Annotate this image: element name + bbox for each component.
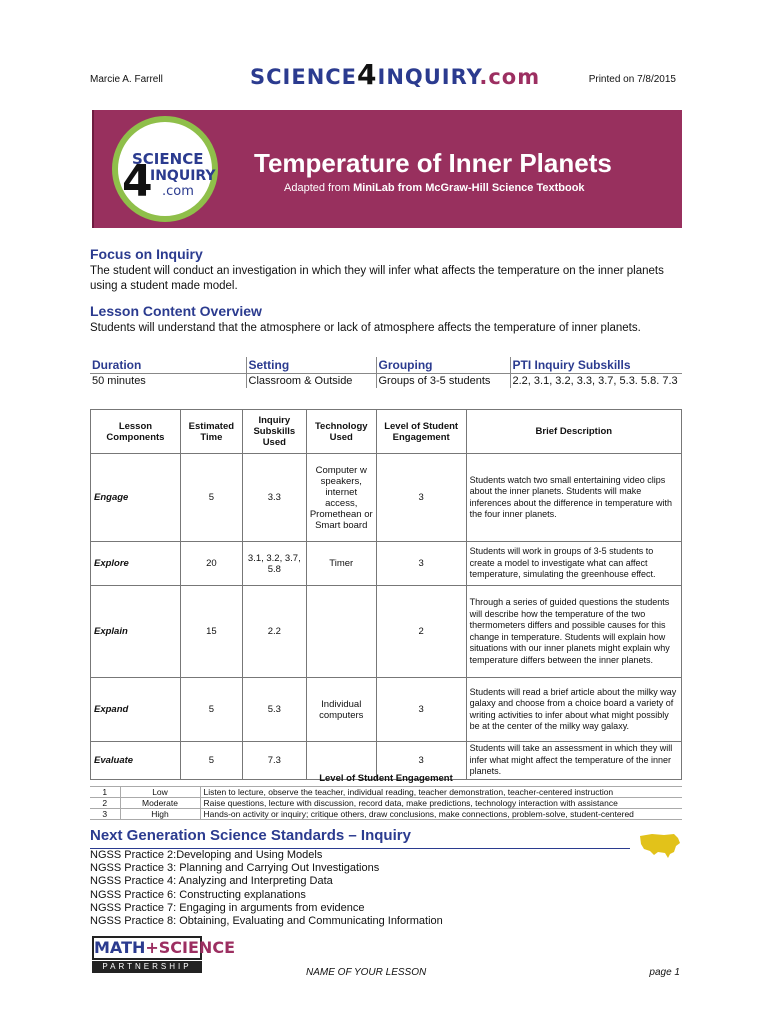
setting-value: Classroom & Outside: [246, 374, 376, 389]
usa-map-icon: [638, 830, 682, 860]
engagement-title: Level of Student Engagement: [319, 773, 453, 784]
lesson-source: [284, 182, 585, 194]
time-cell: 15: [180, 586, 242, 678]
phase-explore: Explore: [91, 542, 181, 586]
col-technology: Technology Used: [306, 410, 376, 454]
phase-evaluate: Evaluate: [91, 742, 181, 780]
skills-cell: 2.2: [242, 586, 306, 678]
tech-cell: [306, 586, 376, 678]
logo-four: 4: [357, 58, 378, 91]
tech-cell: Computer w speakers, internet access, Promethean or Smart board: [306, 454, 376, 542]
page-header: [0, 0, 770, 100]
engagement-description: Listen to lecture, observe the teacher, individual reading, teacher demonstration, teacher-centered instruction: [200, 787, 682, 798]
phase-engage: Engage: [91, 454, 181, 542]
source-prefix: Adapted from: [284, 182, 354, 194]
description-cell: Students watch two small entertaining video clips about the inner planets. Students will make inferences about the difference in temperature with the four inner planets.: [466, 454, 681, 542]
duration-value: 50 minutes: [90, 374, 246, 389]
engagement-level: Low: [120, 787, 200, 798]
msp-logo-top: [92, 936, 235, 960]
engagement-number: 1: [90, 787, 120, 798]
subskills-header: PTI Inquiry Subskills: [510, 357, 682, 374]
list-item: NGSS Practice 8: Obtaining, Evaluating and Communicating Information: [90, 915, 443, 928]
footer-page-number: page 1: [649, 967, 680, 978]
tech-cell: Individual computers: [306, 678, 376, 742]
banner-logo-inquiry: INQUIRY: [150, 168, 216, 184]
footer-lesson-name: NAME OF YOUR LESSON: [306, 967, 427, 978]
description-cell: Students will read a brief article about the milky way galaxy and choose from a choice board a variety of writing activities to infer about what might possibly be at the center of the milky way galaxy.: [466, 678, 681, 742]
banner-logo-com: .com: [162, 184, 194, 199]
math-science-partnership-logo: [92, 936, 235, 974]
duration-header: Duration: [90, 357, 246, 374]
col-skills: Inquiry Subskills Used: [242, 410, 306, 454]
source-name: MiniLab from McGraw-Hill Science Textbook: [353, 182, 585, 194]
time-cell: 5: [180, 678, 242, 742]
skills-cell: 3.1, 3.2, 3.7, 5.8: [242, 542, 306, 586]
banner-logo: [112, 116, 218, 222]
table-row: [91, 586, 682, 678]
msp-math: MATH: [94, 938, 146, 957]
col-components: Lesson Components: [91, 410, 181, 454]
time-cell: 5: [180, 742, 242, 780]
logo-science: SCIENCE: [250, 65, 358, 89]
level-cell: 3: [376, 454, 466, 542]
engagement-level: Moderate: [120, 798, 200, 809]
phase-explain: Explain: [91, 586, 181, 678]
title-banner: [92, 110, 682, 228]
skills-cell: 3.3: [242, 454, 306, 542]
science4inquiry-logo[interactable]: [250, 58, 540, 91]
overview-text: Students will understand that the atmosphere or lack of atmosphere affects the temperature of inner planets.: [90, 322, 641, 334]
col-description: Brief Description: [466, 410, 681, 454]
printed-date: Printed on 7/8/2015: [588, 74, 676, 85]
focus-heading: Focus on Inquiry: [90, 246, 203, 262]
ngss-practice-list: [90, 849, 443, 928]
banner-logo-four: 4: [122, 156, 153, 207]
level-cell: 3: [376, 742, 466, 780]
table-row: [91, 542, 682, 586]
author-name: Marcie A. Farrell: [90, 74, 163, 85]
list-item: NGSS Practice 7: Engaging in arguments from evidence: [90, 901, 365, 914]
engagement-level: High: [120, 809, 200, 820]
banner-logo-science: SCIENCE: [132, 150, 204, 168]
overview-heading: Lesson Content Overview: [90, 303, 262, 319]
lesson-title: Temperature of Inner Planets: [254, 148, 612, 178]
focus-text: The student will conduct an investigation in which they will infer what affects the temperature on the inner planets using a student made model.: [90, 265, 664, 292]
level-cell: 2: [376, 586, 466, 678]
engagement-description: Raise questions, lecture with discussion, record data, make predictions, technology interaction with assistance: [200, 798, 682, 809]
list-item: NGSS Practice 3: Planning and Carrying Out Investigations: [90, 862, 380, 875]
list-item: NGSS Practice 4: Analyzing and Interpreting Data: [90, 875, 333, 888]
grouping-header: Grouping: [376, 357, 510, 374]
list-item: NGSS Practice 6: Constructing explanations: [90, 888, 306, 901]
logo-dotcom: .com: [479, 65, 541, 89]
description-cell: Students will take an assessment in which they will infer what might affect the temperature of the inner planets.: [466, 742, 681, 780]
ngss-heading: Next Generation Science Standards – Inquiry: [90, 827, 411, 844]
overview-table: [90, 357, 682, 388]
tech-cell: Timer: [306, 542, 376, 586]
list-item: NGSS Practice 2:Developing and Using Models: [90, 849, 323, 861]
logo-inquiry: INQUIRY: [377, 65, 480, 89]
skills-cell: 5.3: [242, 678, 306, 742]
lesson-components-table: [90, 409, 682, 780]
level-cell: 3: [376, 542, 466, 586]
time-cell: 5: [180, 454, 242, 542]
engagement-description: Hands-on activity or inquiry; critique others, draw conclusions, make connections, problem-solve, student-centered: [200, 809, 682, 820]
skills-cell: 7.3: [242, 742, 306, 780]
phase-expand: Expand: [91, 678, 181, 742]
table-row: [91, 454, 682, 542]
setting-header: Setting: [246, 357, 376, 374]
engagement-number: 3: [90, 809, 120, 820]
engagement-number: 2: [90, 798, 120, 809]
table-row: [90, 809, 682, 820]
col-engagement: Level of Student Engagement: [376, 410, 466, 454]
msp-plus: +: [145, 938, 159, 957]
engagement-legend-table: [90, 786, 682, 820]
level-cell: 3: [376, 678, 466, 742]
msp-partnership: PARTNERSHIP: [92, 961, 202, 973]
grouping-value: Groups of 3-5 students: [376, 374, 510, 389]
col-time: Estimated Time: [180, 410, 242, 454]
table-row: [90, 798, 682, 809]
description-cell: Through a series of guided questions the students will describe how the temperature of the two thermometers differs and possible causes for this change in temperature. Students will explain how situations with our inner planets might explain why temperature differs between the inner planets.: [466, 586, 681, 678]
description-cell: Students will work in groups of 3-5 students to create a model to investigate what can affect temperature, simulating the greenhouse effect.: [466, 542, 681, 586]
table-row: [90, 787, 682, 798]
table-row: [91, 678, 682, 742]
subskills-value: 2.2, 3.1, 3.2, 3.3, 3.7, 5.3. 5.8. 7.3: [512, 375, 678, 387]
time-cell: 20: [180, 542, 242, 586]
msp-science: SCIENCE: [158, 938, 235, 957]
